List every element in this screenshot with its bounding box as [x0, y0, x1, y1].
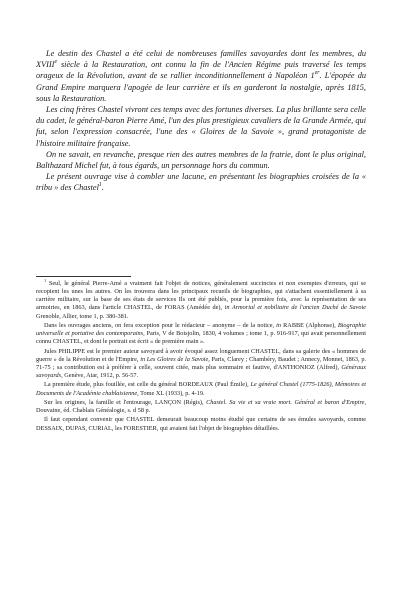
footnotes	[36, 277, 367, 434]
footnote-paragraph-5	[36, 399, 366, 415]
footnote-paragraph-2	[36, 322, 366, 346]
footnote-text-end: , Genève, Atar, 1912, p. 56-57.	[61, 372, 139, 380]
main-text	[36, 48, 366, 194]
footnote-text: Jules PHILIPPE est le premier auteur savoyard à avoir évoqué assez longuement CHASTEL, dans sa galerie des « hommes de guerre » de la Révolution et de l'Empire,	[36, 347, 366, 363]
footnote-paragraph-6: Il faut cependant convenir que CHASTEL demeurait beaucoup moins étudié que certains de ses émules savoyards, comme DESSAIX, DUPAS, CURIAL, les FORESTIER, qui avaient fait l'objet de biographies détaillées.	[36, 416, 366, 432]
footnote-italic-text: in Les Gloires de la Savoie	[140, 355, 209, 363]
footnote-1	[36, 277, 366, 321]
footnote-italic-text: Chastel. Sa vie et sa vraie mort. Général et baron d'Empire	[206, 398, 365, 406]
paragraph-1-text: Le destin des Chastel a été celui de nombreuses familles savoyardes dont les membres, du XVIII	[36, 49, 366, 70]
paragraph-1-text-cont: siècle à la Restauration, ont connu la fin de l'Ancien Régime puis traversé les temps orageux de la Révolution, avant de se rallier inconditionnellement à Napoléon 1	[36, 60, 366, 81]
footnote-text: Sur les origines, la famille et l'entourage, LANÇON (Régis),	[44, 398, 207, 406]
footnote-paragraph-4	[36, 381, 366, 397]
footnote-text: Dans les ouvrages anciens, on fera exception pour le rédacteur – anonyme – de la notice,	[44, 321, 277, 329]
paragraph-4-text: Le présent ouvrage vise à combler une lacune, en présentant les biographies croisées de la « tribu » des Chastel	[36, 172, 366, 193]
footnote-separator	[36, 276, 131, 277]
footnote-italic-text: in	[276, 321, 282, 329]
superscript: e	[54, 59, 58, 66]
footnote-text-cont: RABBE (Alphonse),	[281, 321, 338, 329]
footnote-paragraph-3	[36, 348, 366, 381]
paragraph-1-text-end: . L'épopée du Grand Empire marquera l'apogée de leur carrière et ils en garderont la nostalgie, après 1815, sous la Restauration.	[36, 71, 367, 103]
footnote-italic-text: Biographie universelle et portative des contemporains	[36, 321, 366, 338]
footnote-text: Seul, le général Pierre-Amé a vraiment fait l'objet de notices, généralement succinctes et non exemptes d'erreurs, qui se recopient les unes les autres. On les trouvera dans les principaux recueils de biographies, qui s'attachent essentiellement à sa carrière militaire, sur la base de ses états de services Ils ont été publiés, pour la première fois, avec la représentation de ses armoiries, en 1863, dans l'article CHASTEL, de FORAS (Amédée de),	[36, 280, 366, 312]
footnote-reference: 1	[98, 182, 102, 189]
footnote-text-cont: , Paris, Clarey ; Chambéry, Baudet ; Annecy, Monnet, 1863, p. 71-75 ; sa contribution est à préférer à celle, souvent citée, mais plus sommaire et fautive, d'ANTHONIOZ (Alfred),	[36, 355, 367, 371]
paragraph-4-text-end: .	[101, 183, 104, 193]
footnote-text-end: Grenoble, Allier, tome 1, p. 380-381.	[36, 312, 129, 320]
paragraph-1	[36, 48, 366, 104]
footnote-italic-text: Généraux savoyards	[36, 363, 366, 380]
paragraph-2: Les cinq frères Chastel vivront ces temps avec des fortunes diverses. La plus brillante sera celle du cadet, le général-baron Pierre Amé, l'un des plus prestigieux cavaliers de la Grande Armée, qui fut, selon l'expression consacrée, l'une des « Gloires de la Savoie », grand protagoniste de l'histoire militaire française.	[36, 105, 366, 148]
footnote-italic-text: Le général Chastel (1775-1826), Mémoires et Documents de l'Académie chablaisienne	[36, 381, 366, 397]
footnote-text-end: , Paris, V de Boisjolin, 1830, 4 volumes ; tome 1, p. 916-917, qui avait personnellement connu CHASTEL, et dont le portrait est écrit « de première main ».	[36, 330, 366, 346]
footnote-text-end: , Tome XL (1933), p. 4-19.	[137, 389, 205, 397]
footnote-number: 1	[44, 277, 47, 283]
superscript: er	[314, 70, 320, 77]
paragraph-3: On ne savait, en revanche, presque rien des autres membres de la fratrie, dont le plus original, Balthazard Michel fut, à tous égards, un personnage hors du commun.	[36, 149, 366, 171]
paragraph-4	[36, 171, 366, 193]
footnote-text: La première étude, plus fouillée, est celle du général BORDEAUX (Paul Émile),	[44, 381, 251, 389]
footnote-text-end: , Douvaine, éd. Chablais Généalogie, s. d 58 p.	[36, 398, 366, 415]
footnote-italic-text: in Armorial et nobiliaire de l'ancien Duché de Savoie	[224, 304, 366, 312]
